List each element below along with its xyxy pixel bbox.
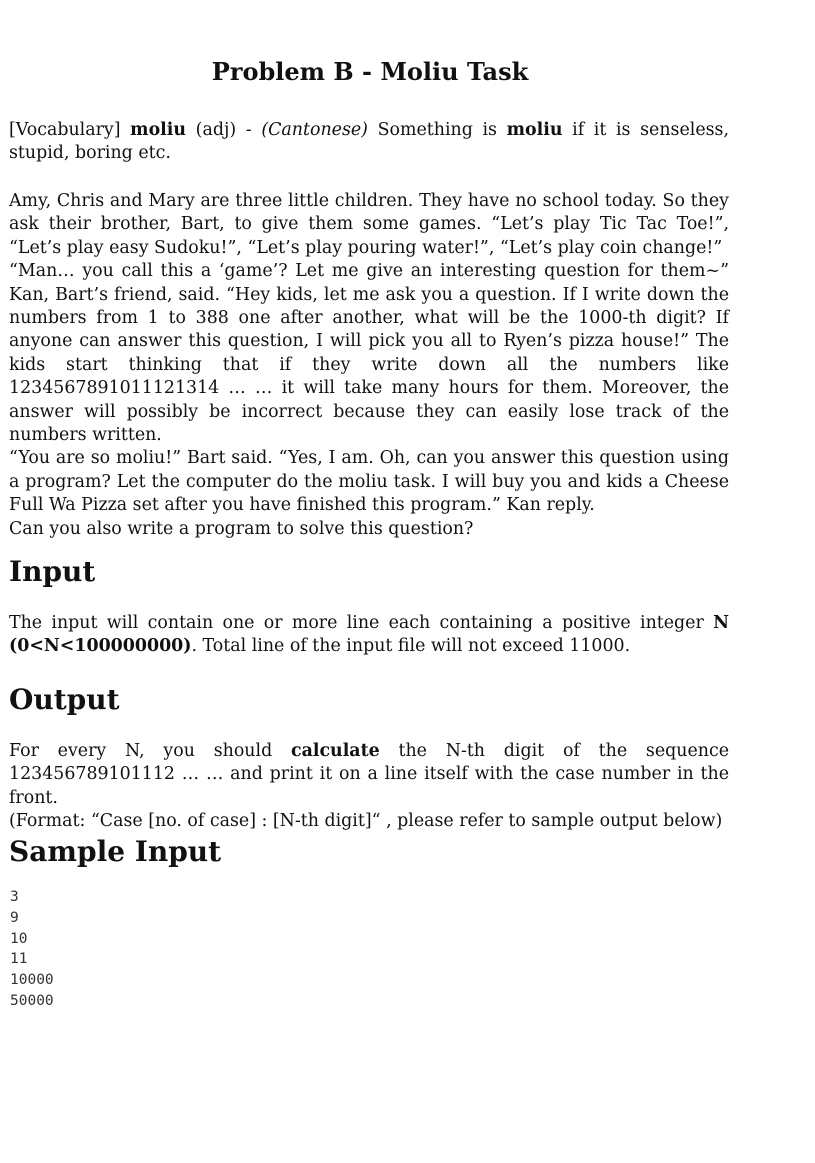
output-heading: Output: [9, 683, 120, 716]
sample-input-line: 9: [10, 909, 19, 926]
input-range: (0<N<100000000): [9, 636, 192, 657]
vocab-word: moliu: [130, 120, 187, 140]
story-paragraph: Can you also write a program to solve this question?: [9, 518, 474, 539]
input-n: N: [713, 613, 729, 633]
problem-title: Problem B - Moliu Task: [211, 57, 529, 86]
output-format: (Format: “Case [no. of case] : [N-th digit]“ , please refer to sample output below): [9, 811, 723, 832]
sample-input-line: 3: [10, 889, 19, 905]
sample-input-heading: Sample Input: [9, 835, 222, 868]
sample-input-line: 10: [10, 930, 28, 947]
sample-input-line: 10000: [10, 972, 54, 989]
output-text-a: For every N, you should: [9, 741, 291, 761]
input-heading: Input: [9, 555, 96, 588]
output-bold: calculate: [291, 741, 380, 761]
story-paragraph: Amy, Chris and Mary are three little children. They have no school today. So they ask their brother, Bart, to give them some games. “Let’s play Tic Tac Toe!”, “Let’s play easy Sudoku!”, “Let’s play pouring water!”, “Let’s play coin change!”: [9, 191, 729, 258]
vocab-definition: if it is senseless, stupid, boring etc.: [9, 120, 729, 164]
sample-input-line: 11: [10, 951, 28, 968]
vocabulary-note: [9, 119, 729, 166]
output-description: [9, 740, 729, 834]
vocab-mid: Something is: [367, 120, 507, 140]
story-text: [9, 190, 729, 541]
vocab-word-2: moliu: [506, 120, 563, 140]
output-text-b: the N-th digit of the sequence 123456789101112 … … and print it on a line itself with the case number in the front.: [9, 741, 729, 808]
story-paragraph: “You are so moliu!” Bart said. “Yes, I am. Oh, can you answer this question using a program? Let the computer do the moliu task. I will buy you and kids a Cheese Full Wa Pizza set after you have finished this program.” Kan reply.: [9, 448, 729, 516]
vocab-prefix: [Vocabulary]: [9, 120, 131, 140]
story-paragraph: “Man… you call this a ‘game’? Let me give an interesting question for them~” Kan, Bart’s friend, said. “Hey kids, let me ask you a question. If I write down the numbers from 1 to 388 one after another, what will be the 1000-th digit? If anyone can answer this question, I will pick you all to Ryen’s pizza house!” The kids start thinking that if they write down all the numbers like 1234567891011121314 … … it will take many hours for them. Moreover, the answer will possibly be incorrect because they can easily lose track of the numbers written.: [9, 261, 729, 446]
sample-input-block: [10, 887, 54, 1012]
input-description: [9, 612, 729, 659]
vocab-pos: (adj) -: [186, 120, 262, 140]
vocab-language: (Cantonese): [261, 120, 368, 140]
input-text-b: . Total line of the input file will not exceed 11000.: [191, 636, 631, 657]
input-text-a: The input will contain one or more line each containing a positive integer: [9, 613, 714, 633]
sample-input-line: 50000: [10, 992, 54, 1009]
